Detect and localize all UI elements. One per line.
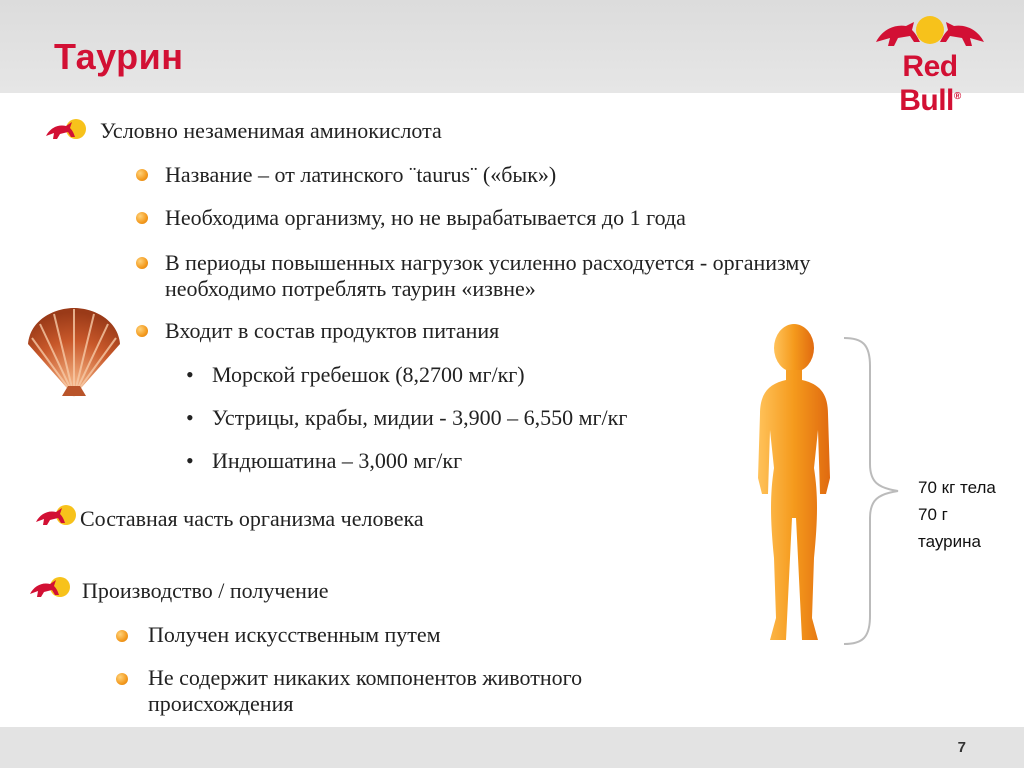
list-item: Не содержит никаких компонентов животного — [148, 665, 583, 690]
orange-dot-icon — [116, 673, 128, 685]
footer-bar — [0, 727, 1024, 768]
list-item: Название – от латинского ¨taurus¨ («бык») — [165, 162, 557, 187]
side-note-line2: 70 г — [918, 505, 948, 524]
list-item: В периоды повышенных нагрузок усиленно расходуется - организму — [165, 250, 811, 275]
list-item: Необходима организму, но не вырабатывается до 1 года — [165, 205, 686, 230]
list-item-continued: необходимо потреблять таурин «извне» — [165, 276, 536, 301]
charging-bull-icon — [44, 118, 88, 140]
orange-dot-icon — [116, 630, 128, 642]
section-heading-amino: Условно незаменимая аминокислота — [100, 118, 442, 143]
sub-list-item: Устрицы, крабы, мидии - 3,900 – 6,550 мг/кг — [212, 405, 628, 430]
list-item-continued: происхождения — [148, 691, 294, 716]
orange-dot-icon — [136, 212, 148, 224]
logo-text: Red Bull® — [899, 50, 961, 117]
list-item: Получен искусственным путем — [148, 622, 441, 647]
sub-list-item: Морской гребешок (8,2700 мг/кг) — [212, 362, 525, 387]
charging-bull-icon — [34, 504, 78, 526]
page-number: 7 — [957, 739, 966, 756]
charging-bull-icon — [28, 576, 72, 598]
scallop-shell-image — [20, 304, 128, 400]
orange-dot-icon — [136, 257, 148, 269]
side-note-line3: таурина — [918, 532, 981, 551]
orange-dot-icon — [136, 169, 148, 181]
bullet-icon: • — [186, 405, 194, 430]
side-note-line1: 70 кг тела — [918, 478, 996, 497]
list-item: Входит в состав продуктов питания — [165, 318, 500, 343]
bullet-icon: • — [186, 362, 194, 387]
human-silhouette-image — [730, 318, 858, 658]
page-title: Таурин — [54, 36, 184, 77]
section-heading-body: Составная часть организма человека — [80, 506, 424, 531]
curly-brace-icon — [842, 336, 902, 646]
orange-dot-icon — [136, 325, 148, 337]
red-bull-logo — [868, 12, 992, 117]
bullet-icon: • — [186, 448, 194, 473]
sub-list-item: Индюшатина – 3,000 мг/кг — [212, 448, 463, 473]
red-bull-logo-icon — [868, 12, 992, 52]
side-note — [918, 474, 996, 555]
section-heading-production: Производство / получение — [82, 578, 329, 603]
